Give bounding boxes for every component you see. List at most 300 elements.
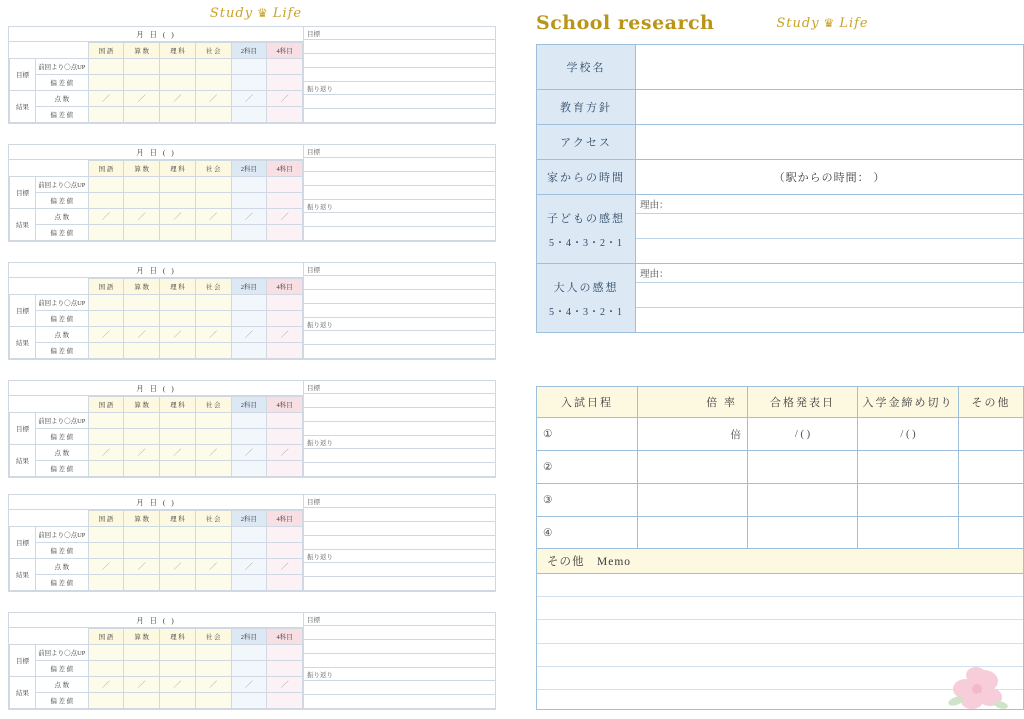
label-child-impression <box>537 195 636 264</box>
table-row <box>537 418 1024 451</box>
score-cell[interactable] <box>88 413 124 429</box>
score-cell[interactable] <box>124 543 160 559</box>
label-adult-impression-text: 大人の感想 <box>553 281 619 294</box>
slash-mark: ／ <box>101 94 110 103</box>
row-label: 前回より〇点UP <box>36 645 89 661</box>
score-cell[interactable] <box>231 429 267 445</box>
table-row <box>10 193 303 209</box>
score-cell[interactable] <box>267 343 303 359</box>
goal-write-line[interactable] <box>304 290 495 304</box>
score-cell[interactable] <box>160 59 196 75</box>
score-cell[interactable] <box>195 91 231 107</box>
score-cell[interactable] <box>160 461 196 477</box>
score-cell[interactable] <box>267 527 303 543</box>
reflection-write-line[interactable] <box>304 681 495 695</box>
score-cell[interactable] <box>160 343 196 359</box>
brand-study-left: Study <box>209 6 254 21</box>
slash-mark: ／ <box>137 212 146 221</box>
score-cell[interactable] <box>124 177 160 193</box>
score-cell[interactable] <box>195 693 231 709</box>
reflection-write-line[interactable] <box>304 345 495 359</box>
reflection-write-line[interactable] <box>304 563 495 577</box>
spacer-cell <box>36 161 89 177</box>
field-payment-deadline[interactable] <box>858 484 959 517</box>
score-cell[interactable] <box>160 75 196 91</box>
score-cell[interactable] <box>124 295 160 311</box>
rating-scale-child[interactable]: 5・4・3・2・1 <box>549 237 623 249</box>
score-cell[interactable] <box>124 327 160 343</box>
score-cell[interactable] <box>267 543 303 559</box>
table-row <box>10 575 303 591</box>
score-cell[interactable] <box>88 559 124 575</box>
column-header: 国 語 <box>88 397 124 413</box>
table-row <box>10 693 303 709</box>
score-cell[interactable] <box>231 693 267 709</box>
score-cell[interactable] <box>160 91 196 107</box>
score-cell[interactable] <box>195 59 231 75</box>
row-label: 偏 差 値 <box>36 575 89 591</box>
score-cell[interactable] <box>267 311 303 327</box>
score-cell[interactable] <box>124 461 160 477</box>
score-cell[interactable] <box>195 413 231 429</box>
score-cell[interactable] <box>267 225 303 241</box>
table-row <box>10 445 303 461</box>
field-payment-deadline[interactable] <box>858 451 959 484</box>
row-group-label: 目標 <box>10 527 36 559</box>
score-cell[interactable] <box>231 75 267 91</box>
table-row <box>10 295 303 311</box>
reflection-write-line[interactable] <box>304 109 495 123</box>
score-cell[interactable] <box>267 413 303 429</box>
field-adult-impression[interactable] <box>636 264 1024 333</box>
table-header-row <box>10 629 303 645</box>
label-reason-adult: 理由： <box>636 264 1023 283</box>
reflection-write-line[interactable] <box>304 577 495 591</box>
score-cell[interactable] <box>195 661 231 677</box>
column-header: 理 科 <box>160 629 196 645</box>
school-info-table <box>536 44 1024 333</box>
score-cell[interactable] <box>195 677 231 693</box>
test-date-field[interactable]: 月 日 ( ) <box>9 613 303 628</box>
score-cell[interactable] <box>88 91 124 107</box>
score-cell[interactable] <box>124 575 160 591</box>
table-row <box>10 75 303 91</box>
score-cell[interactable] <box>231 343 267 359</box>
score-cell[interactable] <box>195 225 231 241</box>
score-cell[interactable] <box>195 429 231 445</box>
score-cell[interactable] <box>124 209 160 225</box>
slash-mark: ／ <box>137 94 146 103</box>
score-cell[interactable] <box>267 209 303 225</box>
score-cell[interactable] <box>231 107 267 123</box>
score-cell[interactable] <box>267 559 303 575</box>
score-cell[interactable] <box>267 661 303 677</box>
field-result-date[interactable] <box>748 451 858 484</box>
score-cell[interactable] <box>231 413 267 429</box>
score-cell[interactable] <box>124 413 160 429</box>
table-header-row <box>10 279 303 295</box>
score-cell[interactable] <box>195 343 231 359</box>
score-cell[interactable] <box>124 445 160 461</box>
score-cell[interactable] <box>124 311 160 327</box>
score-cell[interactable] <box>124 661 160 677</box>
label-policy: 教育方針 <box>537 90 636 125</box>
slash-mark: ／ <box>173 94 182 103</box>
score-cell[interactable] <box>160 225 196 241</box>
test-date-field[interactable]: 月 日 ( ) <box>9 381 303 396</box>
spacer-cell <box>10 397 36 413</box>
score-cell[interactable] <box>88 677 124 693</box>
score-cell[interactable] <box>231 677 267 693</box>
score-cell[interactable] <box>267 429 303 445</box>
score-cell[interactable] <box>195 445 231 461</box>
field-ratio[interactable] <box>638 484 748 517</box>
goal-write-line[interactable] <box>304 394 495 408</box>
memo-write-line[interactable] <box>537 574 1023 597</box>
row-label: 前回より〇点UP <box>36 413 89 429</box>
slash-mark: ／ <box>209 562 218 571</box>
column-header: 算 数 <box>124 629 160 645</box>
spacer-cell <box>10 279 36 295</box>
score-cell[interactable] <box>195 461 231 477</box>
score-cell[interactable] <box>195 193 231 209</box>
score-cell[interactable] <box>88 107 124 123</box>
score-cell[interactable] <box>160 327 196 343</box>
child-impression-line-2[interactable] <box>636 239 1023 263</box>
field-access[interactable] <box>636 125 1024 160</box>
score-cell[interactable] <box>160 645 196 661</box>
score-cell[interactable] <box>160 575 196 591</box>
goal-write-line[interactable] <box>304 158 495 172</box>
field-other[interactable] <box>959 418 1024 451</box>
test-date-field[interactable]: 月 日 ( ) <box>9 263 303 278</box>
field-ratio[interactable] <box>638 517 748 550</box>
column-header: 国 語 <box>88 43 124 59</box>
score-cell[interactable] <box>267 327 303 343</box>
score-cell[interactable] <box>195 311 231 327</box>
score-cell[interactable] <box>88 645 124 661</box>
score-cell[interactable] <box>88 209 124 225</box>
table-row <box>10 559 303 575</box>
goal-write-line[interactable] <box>304 172 495 186</box>
score-cell[interactable] <box>124 527 160 543</box>
table-row-school-name <box>537 45 1024 90</box>
score-cell[interactable] <box>88 311 124 327</box>
column-header: 算 数 <box>124 161 160 177</box>
score-cell[interactable] <box>195 107 231 123</box>
slash-mark: ／ <box>101 680 110 689</box>
score-cell[interactable] <box>195 645 231 661</box>
row-label: 偏 差 値 <box>36 225 89 241</box>
table-row <box>10 413 303 429</box>
score-cell[interactable] <box>267 177 303 193</box>
table-row-adult-impression <box>537 264 1024 333</box>
adult-impression-line-2[interactable] <box>636 308 1023 332</box>
score-cell[interactable] <box>88 445 124 461</box>
score-cell[interactable] <box>267 693 303 709</box>
score-cell[interactable] <box>267 91 303 107</box>
slash-mark: ／ <box>280 212 289 221</box>
score-cell[interactable] <box>88 693 124 709</box>
score-cell[interactable] <box>195 295 231 311</box>
score-cell[interactable] <box>160 559 196 575</box>
score-cell[interactable] <box>160 209 196 225</box>
goal-write-line[interactable] <box>304 422 495 436</box>
score-cell[interactable] <box>124 91 160 107</box>
score-cell[interactable] <box>267 107 303 123</box>
score-cell[interactable] <box>88 429 124 445</box>
score-cell[interactable] <box>88 461 124 477</box>
memo-write-line[interactable] <box>537 620 1023 643</box>
field-payment-deadline[interactable] <box>858 517 959 550</box>
table-header-row <box>10 397 303 413</box>
table-row-policy <box>537 90 1024 125</box>
field-ratio[interactable]: 倍 <box>638 418 748 451</box>
score-cell[interactable] <box>267 193 303 209</box>
table-row-time-from-home <box>537 160 1024 195</box>
score-cell[interactable] <box>195 527 231 543</box>
row-group-label: 結果 <box>10 91 36 123</box>
column-header: 算 数 <box>124 511 160 527</box>
score-block <box>8 144 496 242</box>
score-cell[interactable] <box>231 311 267 327</box>
score-block <box>8 494 496 592</box>
score-block <box>8 612 496 710</box>
score-cell[interactable] <box>231 645 267 661</box>
goal-write-line[interactable] <box>304 186 495 200</box>
score-cell[interactable] <box>124 677 160 693</box>
column-header: 理 科 <box>160 161 196 177</box>
score-cell[interactable] <box>88 527 124 543</box>
score-cell[interactable] <box>231 527 267 543</box>
score-cell[interactable] <box>267 461 303 477</box>
goal-write-line[interactable] <box>304 408 495 422</box>
column-header: 社 会 <box>195 43 231 59</box>
rating-scale-adult[interactable]: 5・4・3・2・1 <box>549 306 623 318</box>
field-payment-deadline[interactable]: / ( ) <box>858 418 959 451</box>
reflection-write-line[interactable] <box>304 95 495 109</box>
column-header: 4科目 <box>267 43 303 59</box>
column-header: 2科目 <box>231 629 267 645</box>
spacer-cell <box>10 161 36 177</box>
reflection-write-line[interactable] <box>304 695 495 709</box>
goal-write-line[interactable] <box>304 654 495 668</box>
field-result-date[interactable]: / ( ) <box>748 418 858 451</box>
score-cell[interactable] <box>88 543 124 559</box>
score-cell[interactable] <box>88 225 124 241</box>
goal-label: 目標 <box>304 381 495 394</box>
reflection-write-line[interactable] <box>304 227 495 241</box>
score-cell[interactable] <box>124 107 160 123</box>
score-cell[interactable] <box>160 295 196 311</box>
goal-write-line[interactable] <box>304 626 495 640</box>
reflection-write-line[interactable] <box>304 213 495 227</box>
score-grid <box>9 396 303 477</box>
score-cell[interactable] <box>160 693 196 709</box>
score-cell[interactable] <box>160 429 196 445</box>
column-header: 国 語 <box>88 629 124 645</box>
field-policy[interactable] <box>636 90 1024 125</box>
score-cell[interactable] <box>124 193 160 209</box>
goal-write-line[interactable] <box>304 522 495 536</box>
score-cell[interactable] <box>160 445 196 461</box>
row-label: 偏 差 値 <box>36 543 89 559</box>
memo-header: その他 Memo <box>536 548 1024 574</box>
score-cell[interactable] <box>160 543 196 559</box>
crown-icon-right: ♛ <box>823 15 836 30</box>
exam-row-number: ② <box>537 451 638 484</box>
score-cell[interactable] <box>88 575 124 591</box>
row-group-label: 結果 <box>10 445 36 477</box>
score-cell[interactable] <box>231 575 267 591</box>
table-row <box>537 517 1024 550</box>
table-row <box>10 209 303 225</box>
score-cell[interactable] <box>231 445 267 461</box>
score-cell[interactable] <box>88 661 124 677</box>
score-cell[interactable] <box>160 177 196 193</box>
score-cell[interactable] <box>231 559 267 575</box>
reflection-write-line[interactable] <box>304 463 495 477</box>
score-cell[interactable] <box>124 429 160 445</box>
score-cell[interactable] <box>231 543 267 559</box>
test-date-field[interactable]: 月 日 ( ) <box>9 145 303 160</box>
score-cell[interactable] <box>88 295 124 311</box>
score-cell[interactable] <box>231 661 267 677</box>
field-other[interactable] <box>959 484 1024 517</box>
field-result-date[interactable] <box>748 517 858 550</box>
score-cell[interactable] <box>160 193 196 209</box>
brand-life-right: Life <box>839 15 869 31</box>
table-header-row <box>537 387 1024 418</box>
column-header: 2科目 <box>231 397 267 413</box>
score-cell[interactable] <box>195 75 231 91</box>
score-cell[interactable] <box>124 343 160 359</box>
field-ratio[interactable] <box>638 451 748 484</box>
slash-mark: ／ <box>173 330 182 339</box>
score-cell[interactable] <box>267 575 303 591</box>
field-school-name[interactable] <box>636 45 1024 90</box>
field-time-from-home[interactable]: （駅からの時間： ） <box>636 160 1024 195</box>
slash-mark: ／ <box>173 212 182 221</box>
row-group-label: 結果 <box>10 677 36 709</box>
reflection-label: 振り返り <box>304 82 495 95</box>
score-cell[interactable] <box>231 193 267 209</box>
table-row <box>10 527 303 543</box>
column-header: 2科目 <box>231 43 267 59</box>
test-date-field[interactable]: 月 日 ( ) <box>9 27 303 42</box>
memo-write-line[interactable] <box>537 597 1023 620</box>
score-cell[interactable] <box>231 91 267 107</box>
score-cell[interactable] <box>160 527 196 543</box>
score-cell[interactable] <box>195 559 231 575</box>
score-cell[interactable] <box>231 177 267 193</box>
score-cell[interactable] <box>124 59 160 75</box>
child-impression-line-1[interactable] <box>636 214 1023 239</box>
score-cell[interactable] <box>267 295 303 311</box>
goal-write-line[interactable] <box>304 508 495 522</box>
row-label: 偏 差 値 <box>36 75 89 91</box>
goal-write-line[interactable] <box>304 304 495 318</box>
score-cell[interactable] <box>231 295 267 311</box>
score-cell[interactable] <box>231 327 267 343</box>
goal-write-line[interactable] <box>304 536 495 550</box>
column-header: 4科目 <box>267 397 303 413</box>
score-cell[interactable] <box>124 559 160 575</box>
score-cell[interactable] <box>267 445 303 461</box>
row-label: 点 数 <box>36 559 89 575</box>
score-cell[interactable] <box>160 311 196 327</box>
score-cell[interactable] <box>160 661 196 677</box>
goal-label: 目標 <box>304 495 495 508</box>
table-row <box>10 225 303 241</box>
field-result-date[interactable] <box>748 484 858 517</box>
goal-write-line[interactable] <box>304 640 495 654</box>
score-cell[interactable] <box>195 177 231 193</box>
row-label: 偏 差 値 <box>36 107 89 123</box>
score-cell[interactable] <box>124 645 160 661</box>
score-cell[interactable] <box>124 75 160 91</box>
score-cell[interactable] <box>267 677 303 693</box>
column-header: 理 科 <box>160 279 196 295</box>
goal-write-line[interactable] <box>304 68 495 82</box>
score-cell[interactable] <box>88 343 124 359</box>
score-cell[interactable] <box>267 75 303 91</box>
slash-mark: ／ <box>137 680 146 689</box>
score-cell[interactable] <box>88 177 124 193</box>
goal-write-line[interactable] <box>304 40 495 54</box>
exam-row-number: ③ <box>537 484 638 517</box>
notes-pane <box>304 381 495 477</box>
score-cell[interactable] <box>160 413 196 429</box>
score-cell[interactable] <box>88 75 124 91</box>
score-cell[interactable] <box>231 225 267 241</box>
score-cell[interactable] <box>195 327 231 343</box>
goal-write-line[interactable] <box>304 54 495 68</box>
score-cell[interactable] <box>88 193 124 209</box>
adult-impression-line-1[interactable] <box>636 283 1023 308</box>
score-cell[interactable] <box>195 543 231 559</box>
score-block <box>8 26 496 124</box>
score-cell[interactable] <box>88 59 124 75</box>
score-cell[interactable] <box>231 461 267 477</box>
exam-row-number: ① <box>537 418 638 451</box>
score-cell[interactable] <box>231 59 267 75</box>
score-cell[interactable] <box>231 209 267 225</box>
score-cell[interactable] <box>267 59 303 75</box>
test-date-field[interactable]: 月 日 ( ) <box>9 495 303 510</box>
goal-write-line[interactable] <box>304 276 495 290</box>
slash-mark: ／ <box>173 680 182 689</box>
score-cell[interactable] <box>195 575 231 591</box>
column-header: 4科目 <box>267 161 303 177</box>
score-cell[interactable] <box>88 327 124 343</box>
reflection-write-line[interactable] <box>304 331 495 345</box>
spacer-cell <box>36 43 89 59</box>
field-other[interactable] <box>959 451 1024 484</box>
score-cell[interactable] <box>124 693 160 709</box>
score-cell[interactable] <box>160 107 196 123</box>
slash-mark: ／ <box>209 94 218 103</box>
reflection-write-line[interactable] <box>304 449 495 463</box>
field-child-impression[interactable] <box>636 195 1024 264</box>
field-other[interactable] <box>959 517 1024 550</box>
row-label: 偏 差 値 <box>36 343 89 359</box>
score-cell[interactable] <box>160 677 196 693</box>
spacer-cell <box>10 511 36 527</box>
score-cell[interactable] <box>267 645 303 661</box>
score-cell[interactable] <box>195 209 231 225</box>
score-cell[interactable] <box>124 225 160 241</box>
